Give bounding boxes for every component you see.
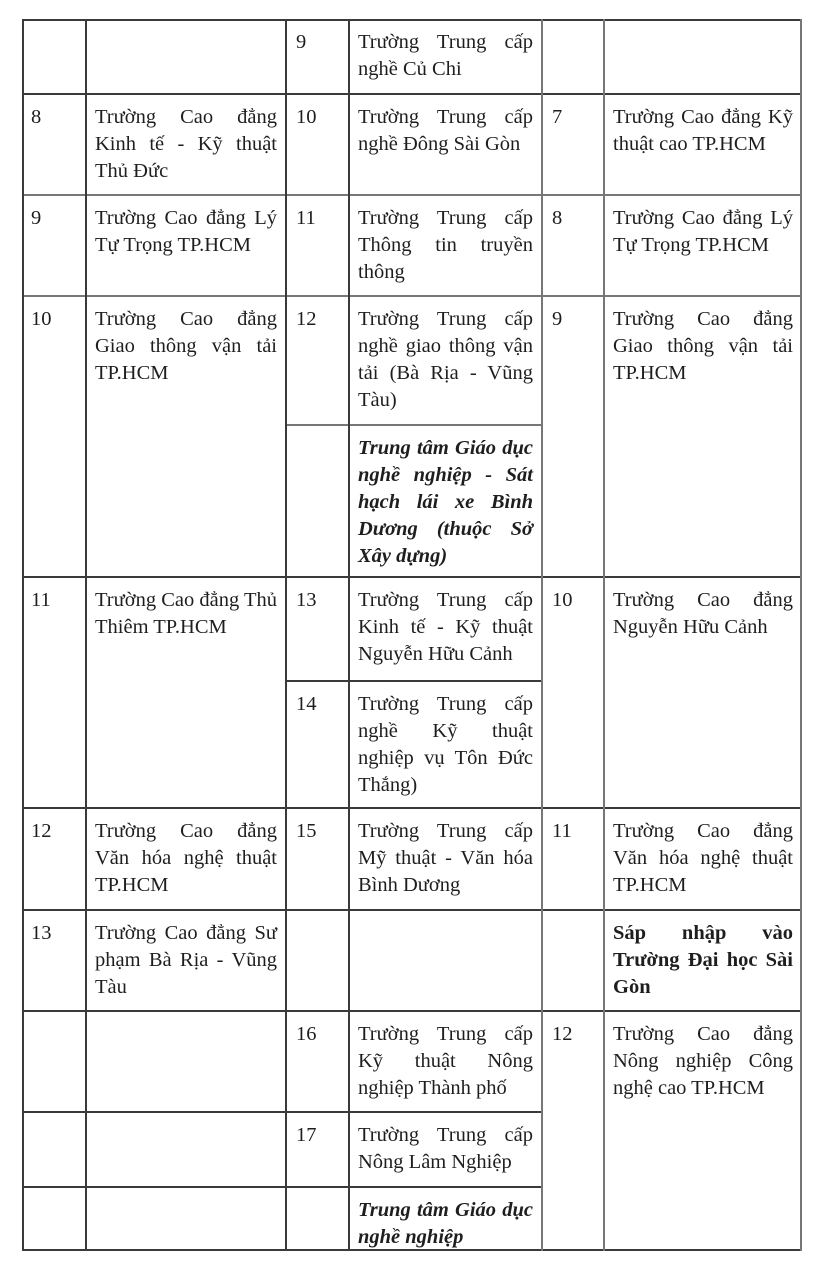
cell-b-name: Trường Trung cấp Kỹ thuật Nông nghiệp Thành phố	[358, 1023, 533, 1099]
cell-b-num: 14	[296, 693, 317, 715]
cell-b-name: Trường Trung cấp Mỹ thuật - Văn hóa Bình Dương	[358, 820, 533, 896]
cell-b-num: 9	[296, 31, 307, 53]
cell-b-name-highlight: Trung tâm Giáo dục nghề nghiệp	[358, 1199, 533, 1248]
row-divider	[22, 1010, 802, 1012]
cell-b-name: Trường Trung cấp Thông tin truyền thông	[358, 207, 533, 283]
row-divider	[22, 93, 802, 95]
cell-b-num: 11	[296, 207, 316, 229]
row-divider	[22, 807, 802, 809]
cell-c-name: Trường Cao đẳng Nông nghiệp Công nghệ cao TP.HCM	[613, 1023, 793, 1099]
cell-a-name: Trường Cao đẳng Sư phạm Bà Rịa - Vũng Tàu	[95, 922, 277, 998]
cell-b-num: 13	[296, 589, 317, 611]
col-divider	[285, 19, 287, 1251]
sub-row-divider	[285, 680, 543, 682]
cell-b-num: 17	[296, 1124, 317, 1146]
cell-c-num: 11	[552, 820, 572, 842]
cell-b-name: Trường Trung cấp Kinh tế - Kỹ thuật Nguyễn Hữu Cảnh	[358, 589, 533, 665]
cell-c-name: Trường Cao đẳng Nguyễn Hữu Cảnh	[613, 589, 793, 638]
cell-a-num: 8	[31, 106, 42, 128]
cell-b-name: Trường Trung cấp nghề giao thông vận tải (Bà Rịa - Vũng Tàu)	[358, 308, 533, 411]
cell-a-name: Trường Cao đẳng Văn hóa nghệ thuật TP.HCM	[95, 820, 277, 896]
cell-b-name: Trường Trung cấp nghề Củ Chi	[358, 31, 533, 80]
col-divider	[85, 19, 87, 1251]
school-merger-table	[22, 19, 802, 1251]
cell-a-num: 12	[31, 820, 52, 842]
cell-a-num: 9	[31, 207, 42, 229]
cell-c-name: Trường Cao đẳng Kỹ thuật cao TP.HCM	[613, 106, 793, 155]
cell-a-name: Trường Cao đẳng Kinh tế - Kỹ thuật Thủ Đức	[95, 106, 277, 182]
cell-a-num: 13	[31, 922, 52, 944]
table-border-top	[22, 19, 802, 21]
cell-a-name: Trường Cao đẳng Giao thông vận tải TP.HCM	[95, 308, 277, 384]
cell-a-num: 11	[31, 589, 51, 611]
cell-b-num: 16	[296, 1023, 317, 1045]
cell-c-name-merge-note: Sáp nhập vào Trường Đại học Sài Gòn	[613, 922, 793, 998]
cell-a-name: Trường Cao đẳng Thủ Thiêm TP.HCM	[95, 589, 277, 638]
cell-a-name: Trường Cao đẳng Lý Tự Trọng TP.HCM	[95, 207, 277, 256]
row-divider	[22, 576, 802, 578]
cell-c-name: Trường Cao đẳng Lý Tự Trọng TP.HCM	[613, 207, 793, 256]
table-border-bottom	[22, 1249, 802, 1251]
col-divider	[603, 19, 605, 1251]
sub-row-divider	[285, 424, 543, 426]
sub-row-divider	[22, 1111, 543, 1113]
cell-c-num: 9	[552, 308, 563, 330]
cell-b-name-highlight: Trung tâm Giáo dục nghề nghiệp - Sát hạch lái xe Bình Dương (thuộc Sở Xây dựng)	[358, 437, 533, 567]
cell-c-name: Trường Cao đẳng Giao thông vận tải TP.HCM	[613, 308, 793, 384]
cell-b-num: 10	[296, 106, 317, 128]
col-divider	[348, 19, 350, 1251]
row-divider	[22, 194, 802, 196]
row-divider	[22, 295, 802, 297]
col-divider	[541, 19, 543, 1251]
row-divider	[22, 909, 802, 911]
cell-c-num: 7	[552, 106, 563, 128]
cell-b-num	[287, 425, 348, 577]
cell-b-name: Trường Trung cấp nghề Đông Sài Gòn	[358, 106, 533, 155]
col-divider	[22, 19, 24, 1251]
cell-b-name: Trường Trung cấp Nông Lâm Nghiệp	[358, 1124, 533, 1173]
cell-c-num: 12	[552, 1023, 573, 1045]
cell-a-num: 10	[31, 308, 52, 330]
cell-c-num: 8	[552, 207, 563, 229]
cell-b-name: Trường Trung cấp nghề Kỹ thuật nghiệp vụ Tôn Đức Thắng)	[358, 693, 533, 796]
cell-c-num: 10	[552, 589, 573, 611]
cell-b-num: 12	[296, 308, 317, 330]
sub-row-divider	[22, 1186, 543, 1188]
cell-c-name: Trường Cao đẳng Văn hóa nghệ thuật TP.HCM	[613, 820, 793, 896]
table-border-right	[800, 19, 802, 1251]
cell-b-num: 15	[296, 820, 317, 842]
